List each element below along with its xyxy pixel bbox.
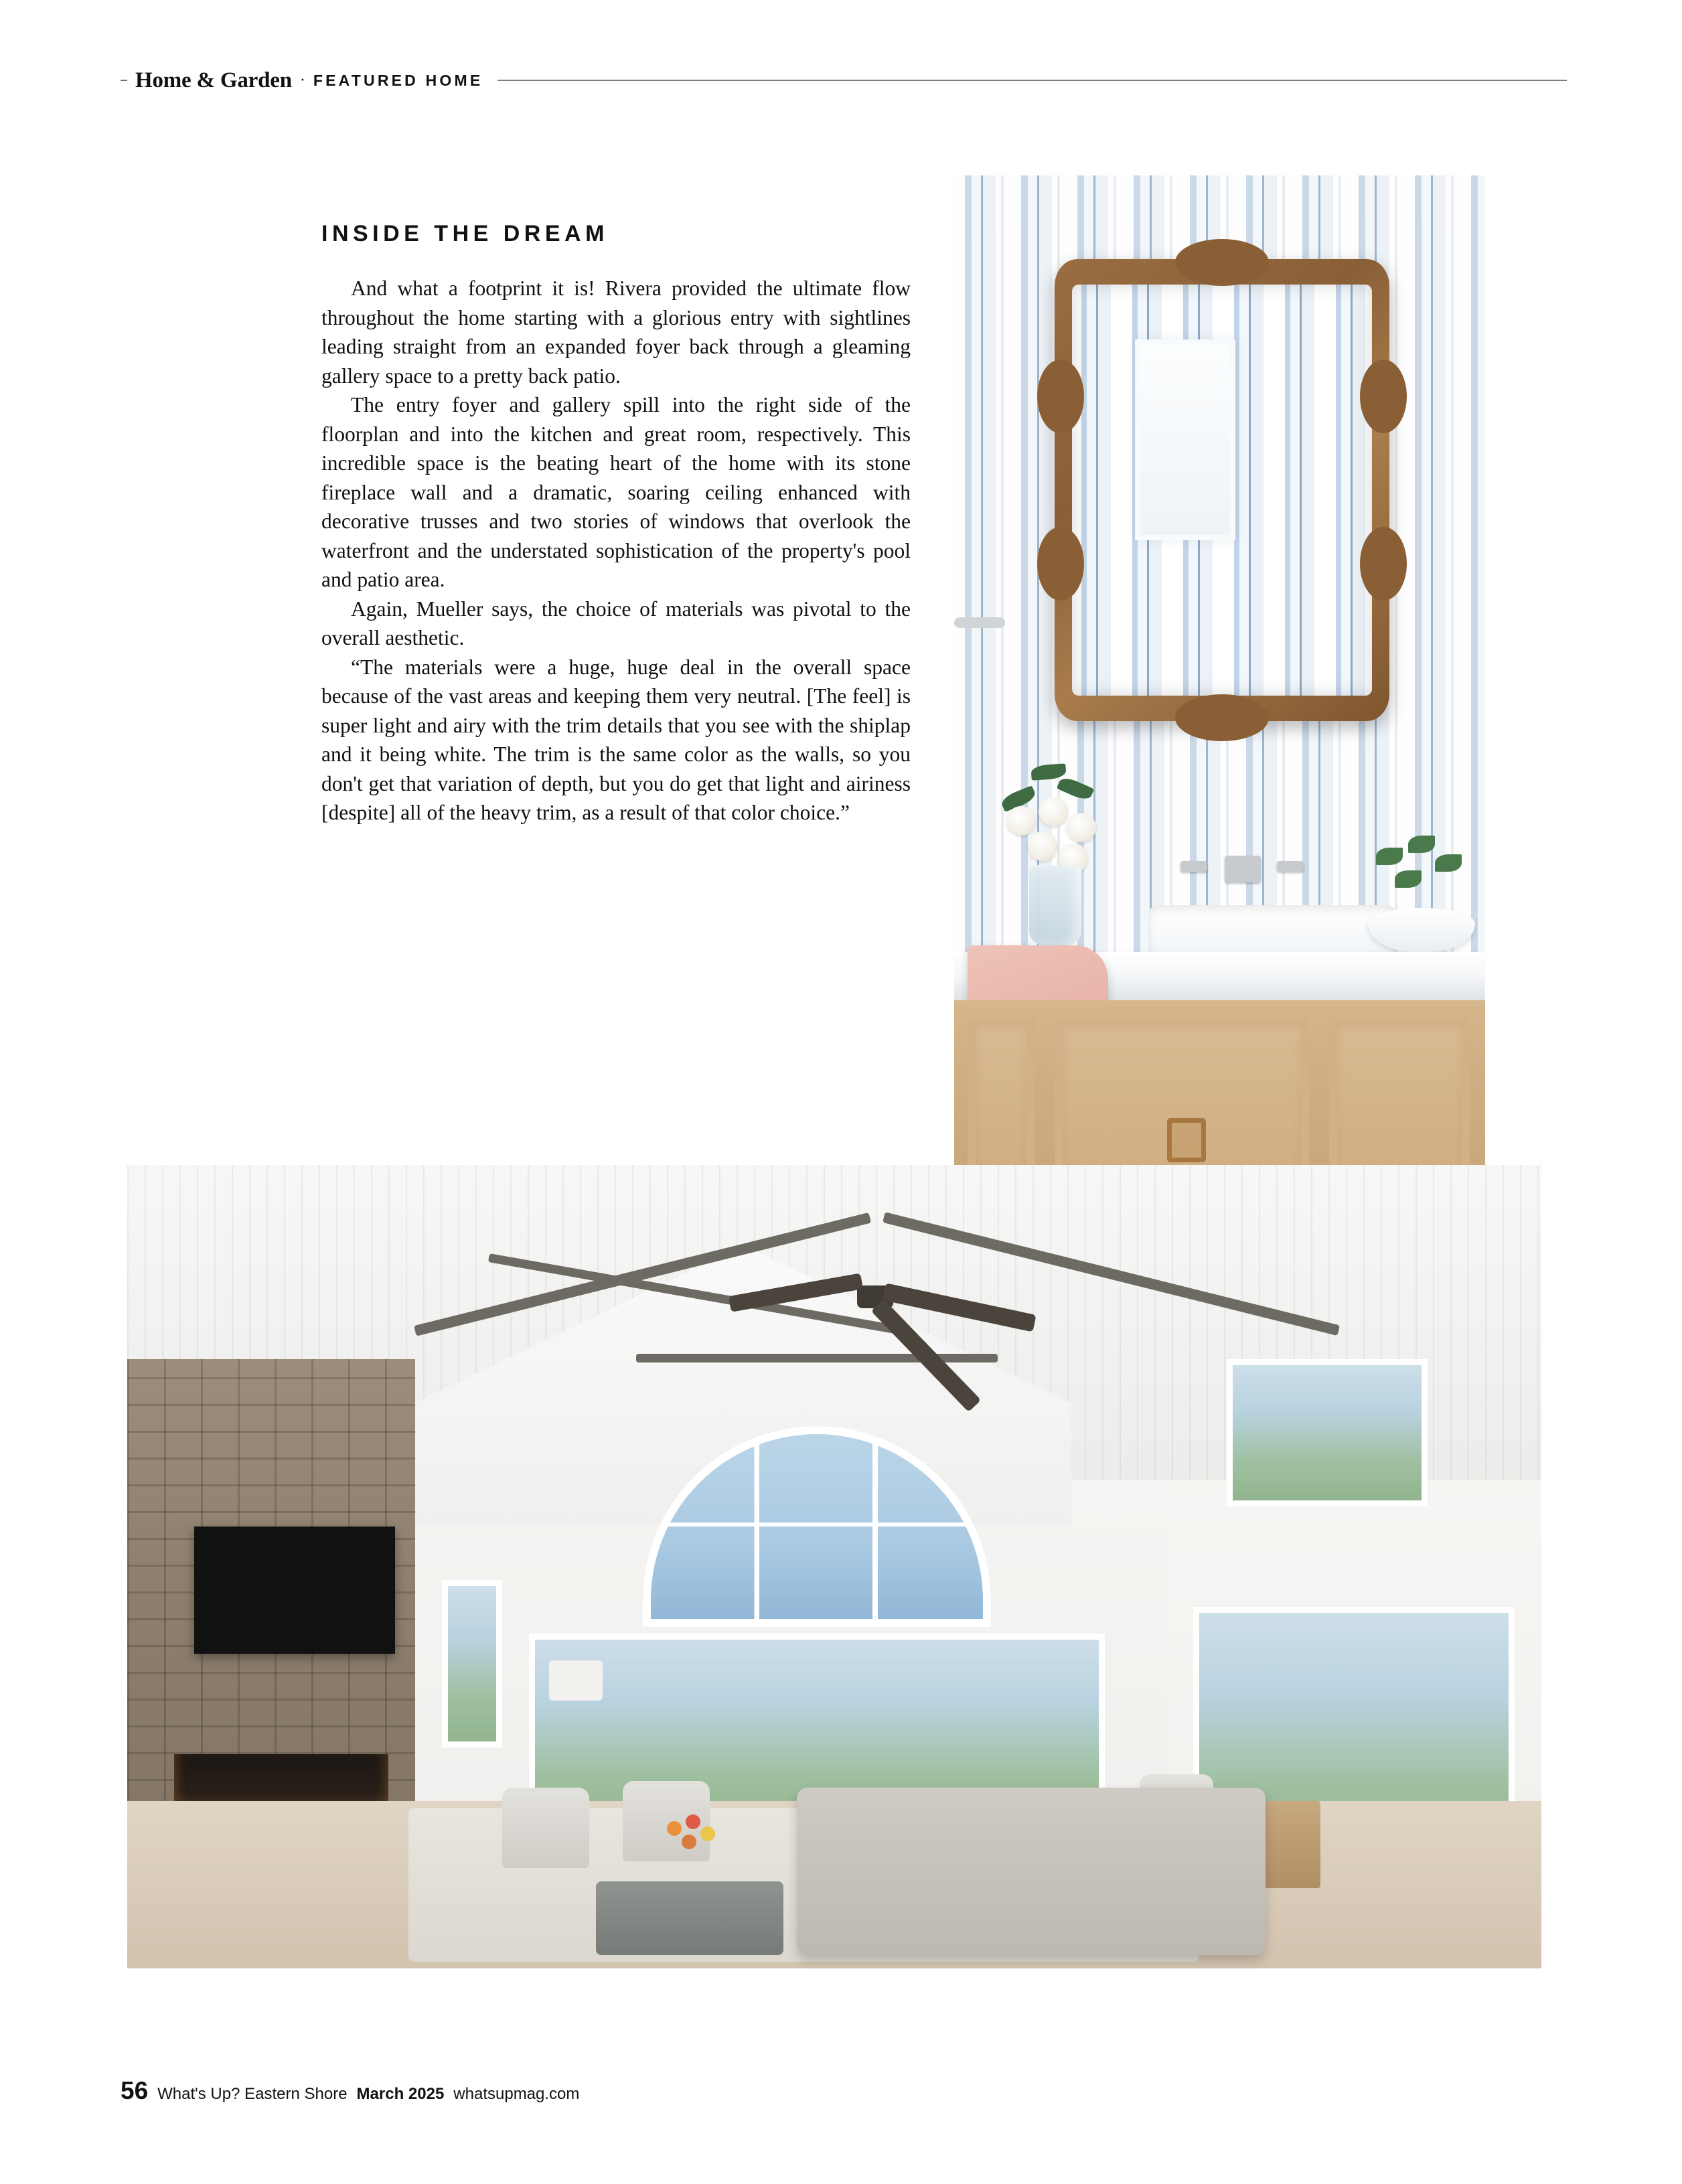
rule-left bbox=[121, 80, 127, 81]
page-footer bbox=[121, 2077, 579, 2105]
faucet-spout bbox=[1225, 856, 1261, 882]
mirror-scallop bbox=[1175, 239, 1269, 286]
flower-bloom bbox=[682, 1835, 696, 1849]
greenery-leaf bbox=[1030, 763, 1066, 781]
magazine-brand: Home & Garden bbox=[135, 68, 292, 92]
great-room-photo bbox=[127, 1165, 1541, 1968]
floor-lamp bbox=[549, 1660, 603, 1701]
section-heading: INSIDE THE DREAM bbox=[321, 221, 609, 246]
white-flower bbox=[1067, 813, 1096, 842]
rule-right bbox=[498, 80, 1567, 81]
coffee-table-flowers bbox=[663, 1814, 723, 1868]
upholstered-ottoman bbox=[596, 1881, 783, 1955]
wall-mounted-tv bbox=[194, 1527, 395, 1654]
swivel-chair bbox=[502, 1788, 589, 1868]
white-flower bbox=[1006, 806, 1036, 836]
faucet-handle-left bbox=[1180, 861, 1207, 872]
article-body bbox=[321, 274, 911, 828]
flower-bloom bbox=[686, 1814, 700, 1829]
clerestory-window bbox=[1227, 1359, 1428, 1506]
greenery-sprig bbox=[1435, 854, 1462, 872]
issue-date: March 2025 bbox=[356, 2085, 445, 2103]
paragraph-1: And what a footprint it is! Rivera provided the ultimate flow throughout the home starting with a glorious entry with sightlines leading straight from an expanded foyer back through a gleaming gallery space to a pretty back patio. bbox=[321, 277, 911, 388]
mirror-scallop bbox=[1175, 694, 1269, 741]
greenery-sprig bbox=[1376, 848, 1403, 865]
mirror-scallop bbox=[1037, 527, 1084, 601]
sectional-sofa bbox=[797, 1788, 1266, 1955]
cabinet-pull[interactable] bbox=[1167, 1118, 1206, 1162]
white-flower bbox=[1039, 797, 1068, 826]
website-url: whatsupmag.com bbox=[453, 2085, 580, 2103]
paragraph-2: The entry foyer and gallery spill into the right side of the floorplan and into the kitchen and great room, respectively. This incredible space is the beating heart of the home with its stone fireplace wall and a dramatic, soaring ceiling enhanced with decorative trusses and two stories of windows that overlook the waterfront and the understated sophistication of the property's pool and patio area. bbox=[321, 393, 911, 591]
magazine-name: What's Up? Eastern Shore bbox=[157, 2085, 348, 2103]
flower-arrangement bbox=[994, 765, 1122, 965]
bathroom-photo bbox=[954, 175, 1485, 1217]
paragraph-3: Again, Mueller says, the choice of materials was pivotal to the overall aesthetic. bbox=[321, 597, 911, 649]
greenery-sprig bbox=[1395, 870, 1422, 888]
carved-wood-mirror bbox=[1055, 259, 1389, 721]
running-head-section: FEATURED HOME bbox=[313, 71, 483, 89]
mirror-scallop bbox=[1360, 360, 1407, 433]
mirror-scallop bbox=[1037, 360, 1084, 433]
potted-greenery bbox=[1356, 832, 1485, 952]
towel-bar bbox=[954, 617, 1005, 628]
running-head-separator: · bbox=[299, 72, 305, 89]
mirror-scallop bbox=[1360, 527, 1407, 601]
running-head bbox=[121, 64, 1567, 96]
page-number: 56 bbox=[121, 2077, 149, 2104]
faucet-handle-right bbox=[1277, 861, 1304, 872]
paragraph-4: “The materials were a huge, huge deal in the overall space because of the vast areas and keeping them very neutral. [The feel] is super light and airy with the trim details that you see with the shiplap and it being white. The trim is the same color as the walls, so you don't get that variation of depth, but you do get that light and airiness [despite] all of the heavy trim, as a result of that color choice.” bbox=[321, 655, 911, 824]
flower-bloom bbox=[667, 1821, 682, 1836]
white-bowl-planter bbox=[1368, 908, 1475, 952]
flower-bloom bbox=[700, 1826, 715, 1841]
glass-vase bbox=[1029, 865, 1081, 945]
wall-mount-faucet bbox=[1175, 850, 1309, 884]
white-flower bbox=[1028, 832, 1057, 861]
article-column bbox=[321, 221, 911, 828]
greenery-sprig bbox=[1408, 836, 1435, 853]
greenery-leaf bbox=[1057, 775, 1094, 802]
side-window-left bbox=[442, 1580, 502, 1747]
